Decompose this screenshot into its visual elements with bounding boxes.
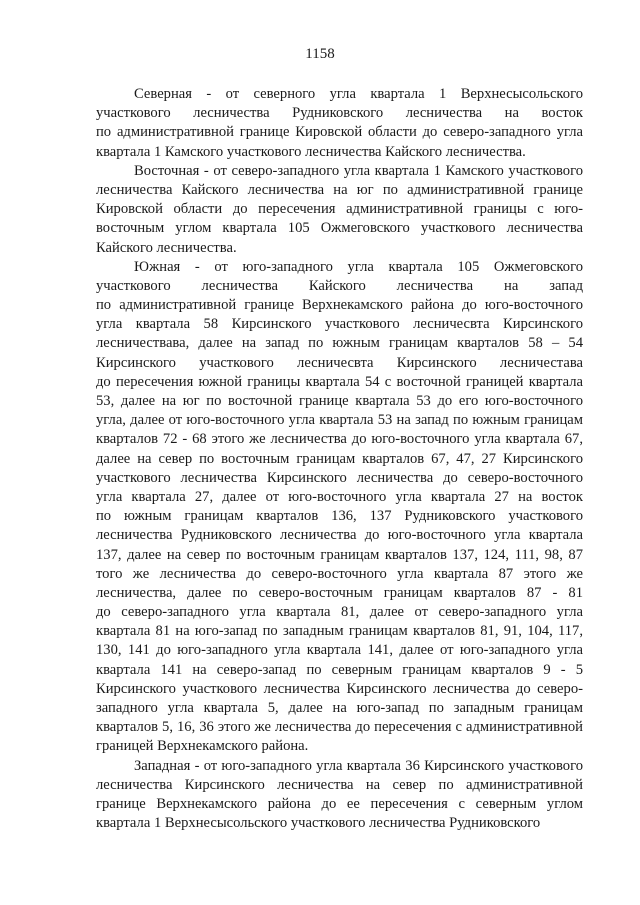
text-line: лесничествава, далее на запад по южным границам кварталов 58 – 54 [96,335,583,352]
text-line: кварталов 72 - 68 этого же лесничества до юго-восточного угла квартала 67, [96,431,583,448]
text-line: Кайского лесничества. [96,239,237,256]
text-line: до пересечения южной границы квартала 54 с восточной границей квартала [96,373,583,390]
paragraph [96,162,583,258]
text-line: 53, далее на юг по восточной границе квартала 53 до его юго-восточного [96,393,583,409]
text-line: кварталов 5, 16, 36 этого же лесничества до пересечения с административной [96,719,583,736]
text-line: квартала 1 Камского участкового лесничества Кайского лесничества. [96,143,526,160]
text-line: далее на север по восточным границам кварталов 67, 47, 27 Кирсинского [96,450,583,467]
text-line: лесничества, далее по северо-восточным границам кварталов 87 - 81 [96,584,583,601]
text-line: Южная - от юго-западного угла квартала 105 Ожмеговского [134,258,583,275]
text-line: Северная - от северного угла квартала 1 Верхнесысольского [134,86,583,102]
text-line: Западная - от юго-западного угла квартала 36 Кирсинского участкового [134,757,583,774]
text-line: участкового лесничества Кайского лесничества на запад [96,277,583,294]
text-line: по административной границе Кировской области до северо-западного угла [96,124,583,141]
text-line: угла квартала 27, далее от юго-восточного угла квартала 27 на восток [96,488,583,505]
text-line: границей Верхнекамского района. [96,738,309,755]
text-line: восточным углом квартала 105 Ожмеговского участкового лесничества [96,220,583,237]
text-line: по административной границе Верхнекамского района до юго-восточного [96,297,583,314]
text-line: лесничества Кирсинского лесничества на север по административной [96,776,583,793]
text-line: Кирсинского участкового лесничества Кирсинского лесничества до северо- [96,680,583,697]
paragraph [96,85,583,162]
page-number: 1158 [305,46,335,62]
text-line: Кирсинского участкового лесничесвта Кирсинского лесничестава [96,354,583,371]
text-line: 130, 141 до юго-западного угла квартала 141, далее от юго-западного угла [96,642,583,659]
paragraph [96,757,583,834]
text-line: угла квартала 58 Кирсинского участкового лесничесвта Кирсинского [96,316,583,333]
text-line: 137, далее на север по восточным границам кварталов 137, 124, 111, 98, 87 [96,546,583,563]
document-body [96,85,583,833]
text-line: границе Верхнекамского района до ее пересечения с северным углом [96,795,583,812]
text-line: лесничества Рудниковского лесничества до юго-восточного угла квартала [96,527,583,544]
text-line: квартала 81 на юго-запад по западным границам кварталов 81, 91, 104, 117, [96,623,583,640]
text-line: до северо-западного угла квартала 81, далее от северо-западного угла [96,604,583,621]
paragraph [96,258,583,757]
text-line: Восточная - от северо-западного угла квартала 1 Камского участкового [134,162,583,179]
text-line: западного угла квартала 5, далее на юго-запад по западным границам [96,700,583,716]
text-line: того же лесничества до северо-восточного угла квартала 87 этого же [96,565,583,582]
text-line: квартала 141 на северо-запад по северным границам кварталов 9 - 5 [96,661,583,678]
text-line: квартала 1 Верхнесысольского участкового лесничества Рудниковского [96,815,541,832]
text-line: угла, далее от юго-восточного угла квартала 53 на запад по южным границам [96,412,583,429]
text-line: участкового лесничества Рудниковского лесничества на восток [96,105,583,122]
text-line: Кировской области до пересечения административной границы с юго- [96,201,583,218]
text-line: по южным границам кварталов 136, 137 Рудниковского участкового [96,508,583,525]
text-line: участкового лесничества Кирсинского лесничества до северо-восточного [96,469,583,486]
text-line: лесничества Кайского лесничества на юг по административной границе [96,181,583,198]
